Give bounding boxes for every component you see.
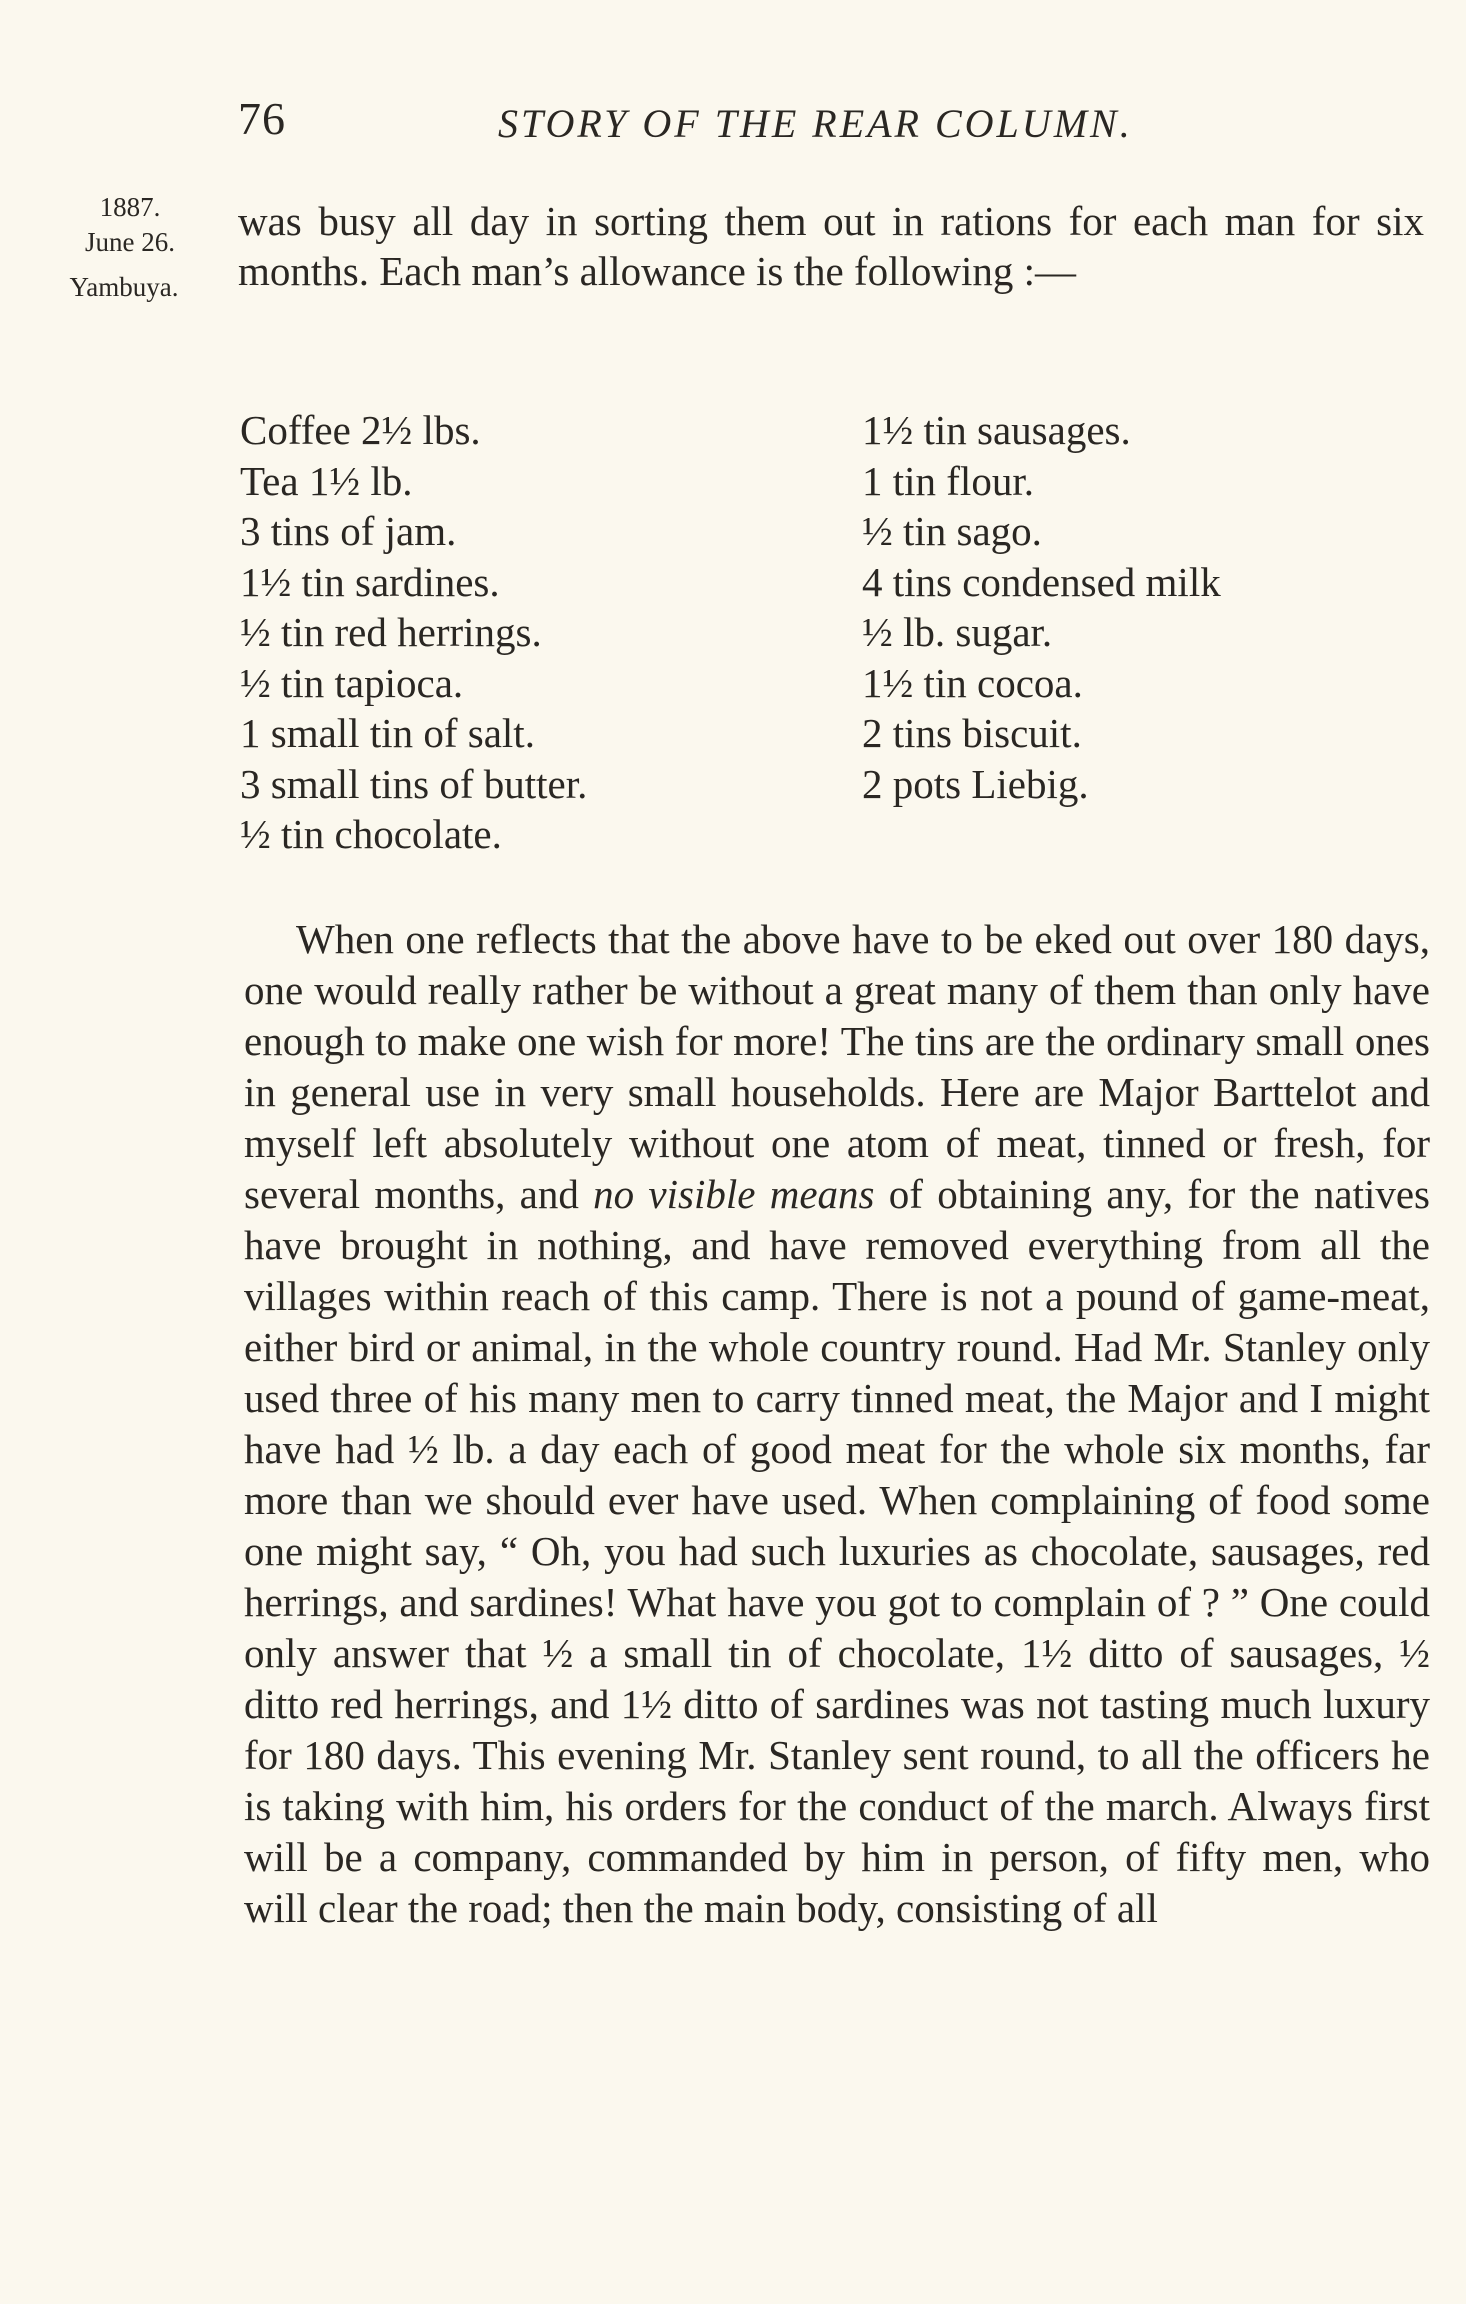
intro-text: was busy all day in sorting them out in rations for each man for six months. Each man’s allowance is the following :— (238, 198, 1424, 294)
ration-item: 1 tin flour. (862, 457, 1034, 504)
margin-date: June 26. (85, 227, 175, 257)
ration-item: ½ tin chocolate. (240, 811, 502, 857)
emphasis-text: no visible means (593, 1171, 875, 1217)
ration-list-right (862, 405, 1422, 809)
ration-item: 4 tins condensed milk (862, 558, 1221, 605)
ration-item: 3 small tins of butter. (240, 760, 588, 807)
ration-item: 2 tins biscuit. (862, 710, 1082, 756)
ration-item: 1½ tin sardines. (240, 558, 500, 605)
ration-item: 3 tins of jam. (240, 508, 457, 554)
margin-note (40, 190, 220, 305)
margin-year: 1887. (99, 192, 161, 222)
ration-item: ½ tin red herrings. (240, 609, 542, 655)
ration-item: Coffee 2½ lbs. (240, 407, 481, 453)
page-number: 76 (238, 93, 286, 144)
body-paragraph (244, 914, 1430, 1934)
body-text (244, 914, 1430, 1934)
running-title: STORY OF THE REAR COLUMN. (498, 101, 1133, 146)
ration-item: ½ tin tapioca. (240, 659, 464, 706)
ration-item: 2 pots Liebig. (862, 760, 1089, 807)
body-text-part-1: When one reflects that the above have to be eked out over 180 days, one would really rather be without a great many of them than only have enough to make one wish for more! The tins are the ordinary small ones in general use in very small households. Here are Major Barttelot and myself left absolutely without one atom of meat, tinned or fresh, for several months, and (244, 916, 1430, 1217)
ration-list-left (240, 405, 830, 860)
intro-paragraph (238, 196, 1424, 296)
ration-item: 1½ tin cocoa. (862, 659, 1083, 706)
ration-item: 1 small tin of salt. (240, 710, 535, 756)
ration-item: 1½ tin sausages. (862, 407, 1131, 453)
body-text-part-2: of obtaining any, for the natives have brought in nothing, and have removed everything from all the villages within reach of this camp. There is not a pound of game-meat, either bird or animal, in the whole country round. Had Mr. Stanley only used three of his many men to carry tinned meat, the Major and I might have had ½ lb. a day each of good meat for the whole six months, far more than we should ever have used. When complaining of food some one might say, “ Oh, you had such luxuries as chocolate, sausages, red herrings, and sardines! What have you got to complain of ? ” One could only answer that ½ a small tin of chocolate, 1½ ditto of sausages, ½ ditto red herrings, and 1½ ditto of sardines was not tasting much luxury for 180 days. This evening Mr. Stanley sent round, to all the officers he is taking with him, his orders for the conduct of the march. Always first will be a company, commanded by him in person, of fifty men, who will clear the road; then the main body, consisting of all (244, 1171, 1431, 1931)
page-header (238, 92, 1238, 162)
ration-item: Tea 1½ lb. (240, 457, 413, 504)
ration-item: ½ tin sago. (862, 508, 1042, 554)
ration-item: ½ lb. sugar. (862, 609, 1053, 655)
margin-place: Yambuya. (69, 272, 179, 302)
